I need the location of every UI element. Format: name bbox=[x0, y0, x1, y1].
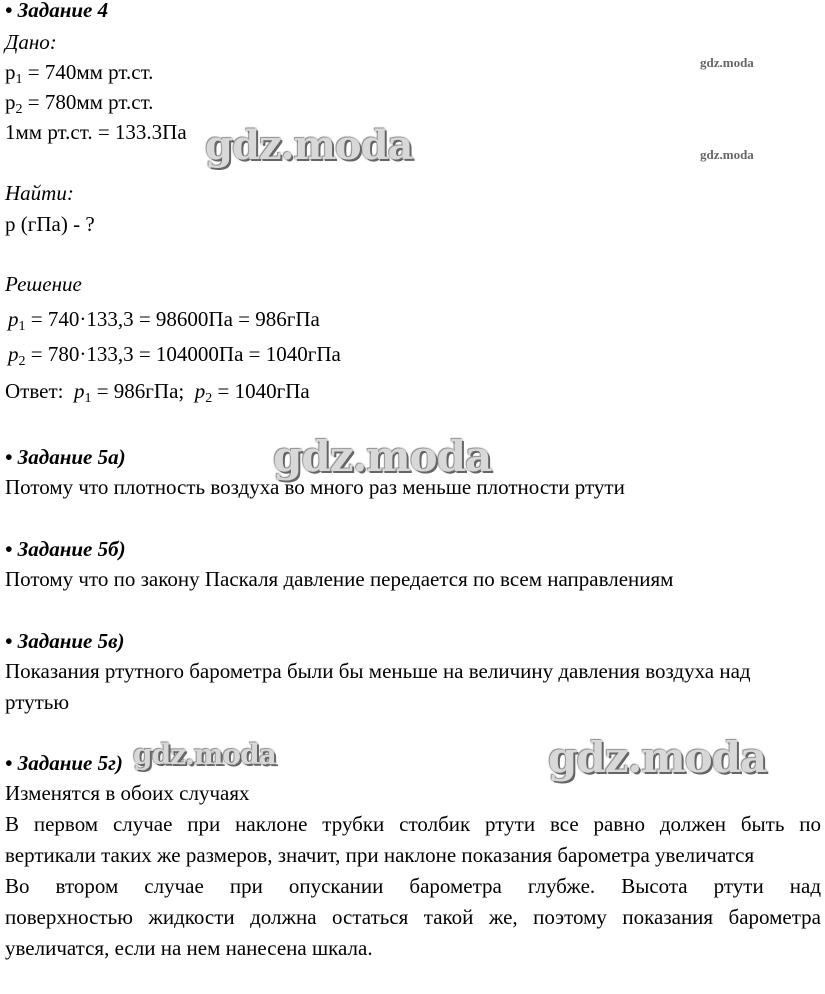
task5g-line-1: В первом случае при наклоне трубки столбик ртути все равно должен быть по bbox=[5, 812, 821, 836]
answer-label: Ответ: bbox=[5, 379, 64, 403]
task5v-header: • Задание 5в) bbox=[5, 629, 125, 653]
watermark-large-1: gdz.moda bbox=[205, 122, 413, 169]
task5b-header: • Задание 5б) bbox=[5, 537, 126, 561]
watermark-small-1: gdz.moda bbox=[700, 55, 754, 70]
task5g-line-3: Во втором случае при опускании барометра глубже. Высота ртути над bbox=[5, 874, 821, 898]
find-label: Найти: bbox=[5, 181, 74, 205]
answer-line: Ответ: $p_1 = 986гПа$; $p_2 = 1040гПа$ bbox=[5, 379, 310, 406]
given-conversion: 1мм рт.ст. = 133.3Па bbox=[5, 120, 187, 144]
task5b-text: Потому что по закону Паскаля давление передается по всем направлениям bbox=[5, 567, 674, 591]
answer-p1: = 986гПа; bbox=[96, 379, 185, 403]
watermark-small-2: gdz.moda bbox=[700, 147, 754, 162]
watermark-large-4: gdz.moda bbox=[548, 733, 767, 782]
task5g-intro: Изменятся в обоих случаях bbox=[5, 781, 250, 805]
given-p2: $p_2 = 780мм$ рт.ст. bbox=[5, 90, 154, 117]
given-label: Дано: bbox=[5, 30, 57, 54]
equation-p1: $p_1 = 740\cdot 133,3 = 98600Па = 986гПа$ bbox=[8, 307, 320, 334]
equation-p1-body: = 740·133,3 = 98600Па = 986гПа bbox=[30, 307, 320, 331]
task5v-line-2: ртутью bbox=[5, 690, 70, 714]
equation-p2-body: = 780·133,3 = 104000Па = 1040гПа bbox=[30, 342, 341, 366]
answer-p2: = 1040гПа bbox=[217, 379, 310, 403]
given-p1: $p_1 = 740мм$ рт.ст. bbox=[5, 60, 154, 87]
task4-header: • Задание 4 bbox=[5, 0, 109, 22]
task5a-header: • Задание 5а) bbox=[5, 445, 126, 469]
task5g-line-4: поверхностью жидкости должна остаться такой же, поэтому показания барометра bbox=[5, 905, 821, 929]
task5g-line-5: увеличатся, если на нем нанесена шкала. bbox=[5, 936, 373, 960]
find-value: р (гПа) - ? bbox=[5, 212, 95, 236]
watermark-large-3: gdz.moda bbox=[133, 738, 276, 771]
task5v-line-1: Показания ртутного барометра были бы меньше на величину давления воздуха над bbox=[5, 659, 751, 683]
equation-p2: $p_2 = 780\cdot 133,3 = 104000Па = 1040гПа$ bbox=[8, 342, 341, 369]
watermark-large-2: gdz.moda bbox=[273, 432, 492, 481]
task5g-line-2: вертикали таких же размеров, значит, при наклоне показания барометра увеличатся bbox=[5, 843, 755, 867]
task5a-text: Потому что плотность воздуха во много раз меньше плотности ртути bbox=[5, 475, 625, 499]
task5g-header: • Задание 5г) bbox=[5, 751, 123, 775]
solution-label: Решение bbox=[5, 272, 82, 296]
